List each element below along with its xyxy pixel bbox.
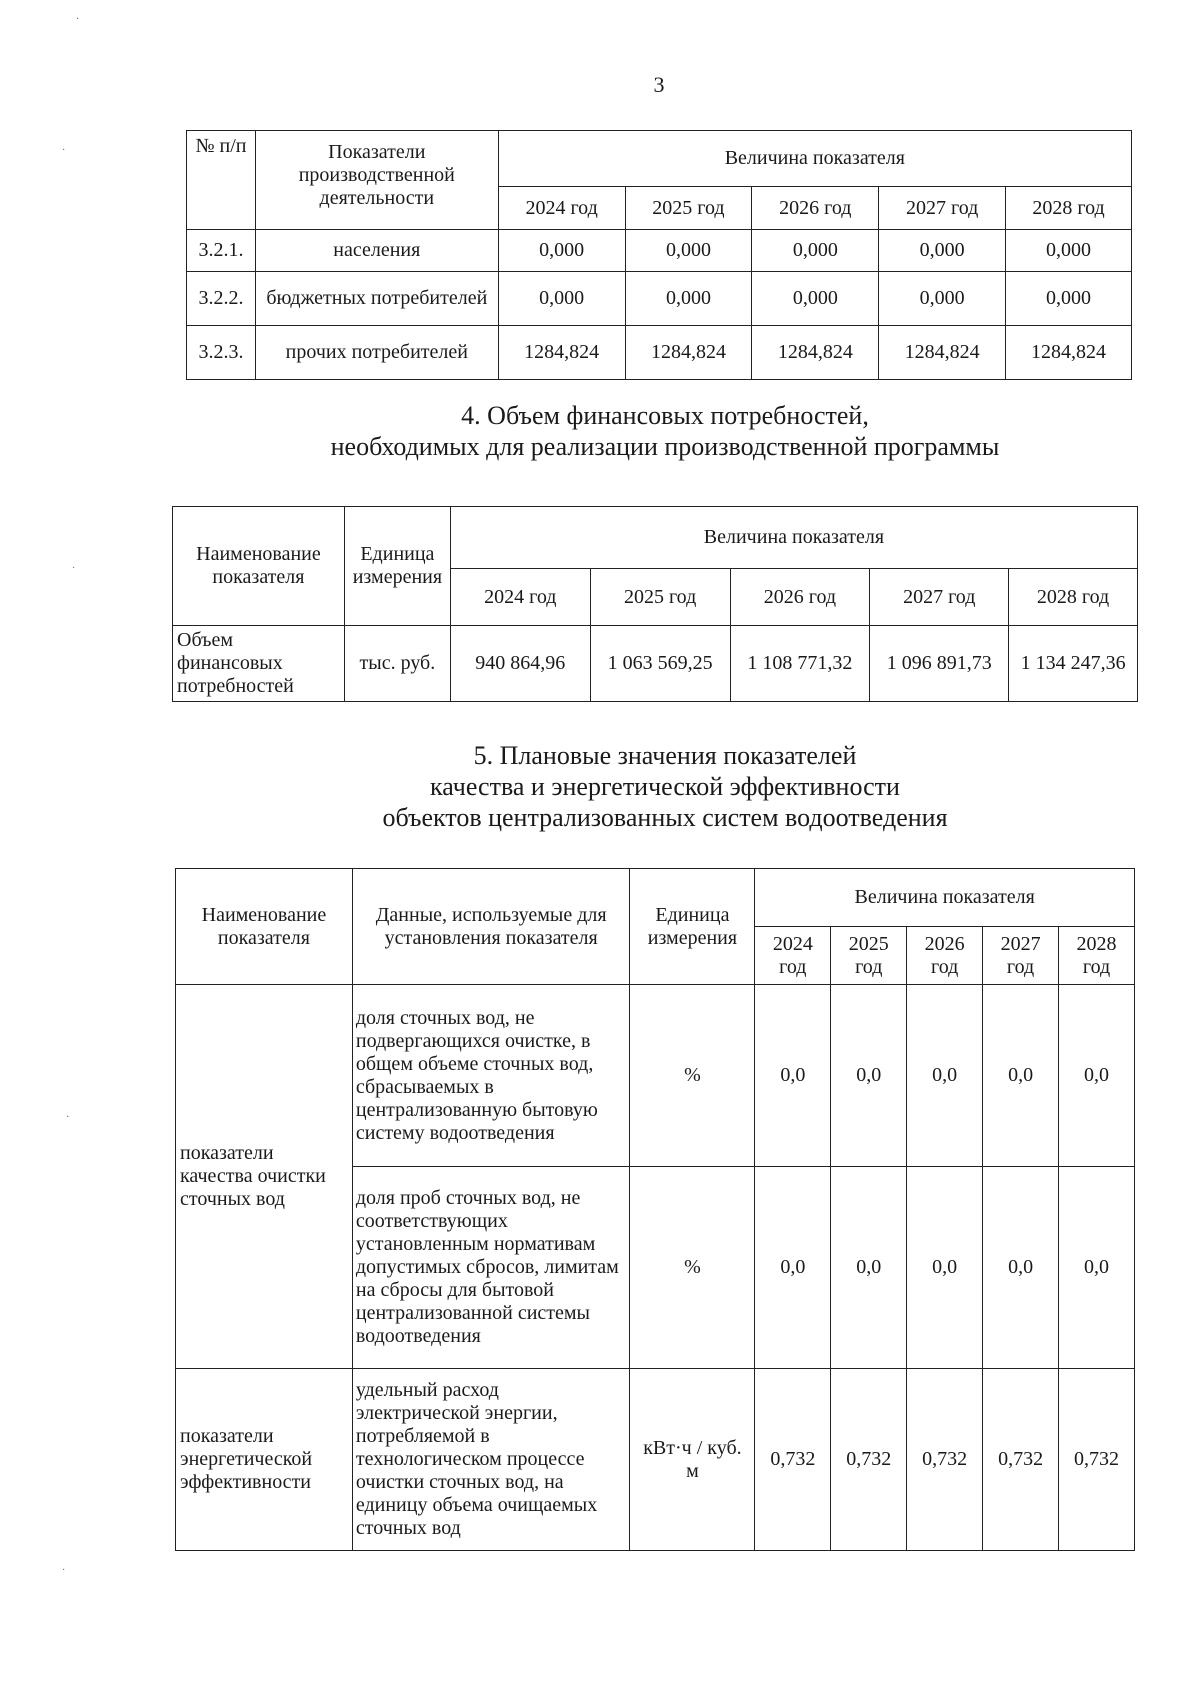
row-value: 0,000 (625, 272, 752, 326)
scan-speck: · (62, 145, 66, 156)
row-value: 940 864,96 (450, 626, 590, 702)
row-value: 0,000 (498, 272, 625, 326)
row-value: 0,0 (831, 985, 907, 1167)
row-value: 0,000 (625, 230, 752, 272)
row-value: 0,000 (1006, 230, 1132, 272)
year-suffix: год (855, 955, 883, 978)
section-5-title (180, 740, 1150, 834)
year-suffix: год (1082, 955, 1111, 978)
row-value: 0,000 (1006, 272, 1132, 326)
row-value: 0,0 (755, 985, 831, 1167)
row-unit: тыс. руб. (344, 626, 450, 702)
header-year: 2028 год (1006, 187, 1132, 230)
row-value: 0,0 (983, 1167, 1059, 1369)
header-year: 2026 год (752, 187, 879, 230)
section-5-title-line2: качества и энергетической эффективности (430, 772, 900, 802)
financial-needs-table (172, 506, 1138, 702)
row-value: 1 063 569,25 (590, 626, 730, 702)
row-value: 0,000 (752, 230, 879, 272)
header-year: 2024 год (498, 187, 625, 230)
header-year (983, 927, 1059, 985)
row-value: 1284,824 (1006, 326, 1132, 380)
header-name: Наименование показателя (176, 869, 353, 985)
row-value: 0,000 (752, 272, 879, 326)
section-4-title-line2: необходимых для реализации производственной программы (330, 432, 1000, 462)
table-row (173, 626, 1138, 702)
year-number: 2027 (1000, 932, 1041, 955)
row-name: Объем финансовых потребностей (173, 626, 345, 702)
production-indicators-table (186, 130, 1132, 380)
row-value: 0,0 (907, 985, 983, 1167)
row-name: прочих потребителей (255, 326, 498, 380)
row-value: 1284,824 (752, 326, 879, 380)
header-year (831, 927, 907, 985)
row-value: 0,732 (831, 1369, 907, 1551)
header-year: 2024 год (450, 569, 590, 626)
header-name: Наименование показателя (173, 507, 345, 626)
header-year: 2026 год (730, 569, 870, 626)
row-value: 1284,824 (625, 326, 752, 380)
header-year (907, 927, 983, 985)
row-data: удельный расход электрической энергии, потребляемой в технологическом процессе очистки сточных вод, на единицу объема очищаемых сточных вод (352, 1369, 630, 1551)
year-number: 2025 (848, 932, 889, 955)
header-data: Данные, используемые для установления показателя (352, 869, 630, 985)
row-value: 0,732 (983, 1369, 1059, 1551)
header-year: 2027 год (879, 187, 1006, 230)
header-year: 2027 год (870, 569, 1009, 626)
row-value: 1284,824 (498, 326, 625, 380)
row-name: населения (255, 230, 498, 272)
table-row (176, 985, 1135, 1167)
row-value: 0,0 (1059, 1167, 1135, 1369)
row-data: доля проб сточных вод, не соответствующих установленным нормативам допустимых сбросов, лимитам на сбросы для бытовой централизованной системы водоотведения (352, 1167, 630, 1369)
year-suffix: год (1006, 955, 1035, 978)
header-year: 2025 год (625, 187, 752, 230)
row-value: 0,0 (831, 1167, 907, 1369)
row-value: 0,0 (1059, 985, 1135, 1167)
table-row (176, 1369, 1135, 1551)
row-value: 1 134 247,36 (1009, 626, 1138, 702)
row-value: 0,0 (983, 985, 1059, 1167)
year-suffix: год (931, 955, 959, 978)
row-unit: кВт·ч / куб. м (630, 1369, 755, 1551)
row-value: 0,732 (755, 1369, 831, 1551)
header-year: 2028 год (1009, 569, 1138, 626)
year-number: 2024 (772, 932, 813, 955)
row-value: 1 096 891,73 (870, 626, 1009, 702)
page-number: 3 (653, 72, 665, 97)
row-num: 3.2.2. (187, 272, 256, 326)
row-value: 0,000 (879, 272, 1006, 326)
header-value: Величина показателя (755, 869, 1135, 927)
row-num: 3.2.1. (187, 230, 256, 272)
header-indicator: Показатели производственной деятельности (255, 131, 498, 230)
scan-speck: · (72, 563, 76, 574)
section-4-title (180, 400, 1150, 462)
row-value: 0,0 (755, 1167, 831, 1369)
year-number: 2026 (924, 932, 965, 955)
scan-speck: · (76, 14, 80, 25)
row-value: 0,000 (498, 230, 625, 272)
row-value: 0,732 (1059, 1369, 1135, 1551)
row-value: 1 108 771,32 (730, 626, 870, 702)
scan-speck: · (62, 1565, 66, 1576)
row-num: 3.2.3. (187, 326, 256, 380)
header-unit: Единица измерения (630, 869, 755, 985)
year-number: 2028 (1076, 932, 1117, 955)
table-row (187, 272, 1132, 326)
row-unit: % (630, 985, 755, 1167)
header-year (1059, 927, 1135, 985)
row-unit: % (630, 1167, 755, 1369)
group-name: показатели энергетической эффективности (176, 1369, 353, 1551)
section-5-title-line1: 5. Плановые значения показателей (473, 741, 857, 770)
section-5-title-line3: объектов централизованных систем водоотведения (382, 803, 948, 833)
header-unit: Единица измерения (344, 507, 450, 626)
header-value: Величина показателя (450, 507, 1137, 569)
header-year (755, 927, 831, 985)
table-row (187, 230, 1132, 272)
row-value: 1284,824 (879, 326, 1006, 380)
group-name: показатели качества очистки сточных вод (176, 985, 353, 1369)
row-value: 0,732 (907, 1369, 983, 1551)
row-data: доля сточных вод, не подвергающихся очистке, в общем объеме сточных вод, сбрасываемых в централизованную бытовую систему водоотведения (352, 985, 630, 1167)
row-value: 0,000 (879, 230, 1006, 272)
header-value: Величина показателя (498, 131, 1131, 187)
header-num: № п/п (187, 131, 256, 230)
table-row (187, 326, 1132, 380)
year-suffix: год (779, 955, 807, 978)
row-value: 0,0 (907, 1167, 983, 1369)
row-name: бюджетных потребителей (255, 272, 498, 326)
section-4-title-line1: 4. Объем финансовых потребностей, (461, 401, 869, 430)
quality-efficiency-table (175, 868, 1135, 1551)
header-year: 2025 год (590, 569, 730, 626)
scan-speck: · (66, 1112, 70, 1123)
